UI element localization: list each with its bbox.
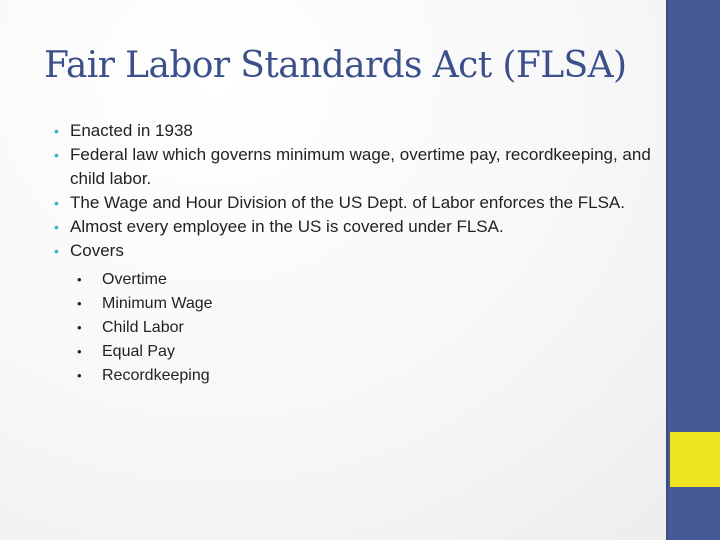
sub-bullet-item	[77, 340, 654, 364]
side-accent-block	[670, 432, 720, 487]
bullet-item	[54, 215, 654, 239]
bullet-dot-icon: •	[54, 243, 59, 259]
bullet-item	[54, 191, 654, 215]
bullet-item	[54, 119, 654, 143]
sub-bullet-dot-icon: •	[77, 296, 82, 311]
sub-bullet-item	[77, 364, 654, 388]
main-bullet-list	[54, 119, 654, 388]
sub-bullet-dot-icon: •	[77, 320, 82, 335]
sub-bullet-item	[77, 268, 654, 292]
bullet-text: Enacted in 1938	[70, 121, 193, 140]
bullet-text: Almost every employee in the US is covered under FLSA.	[70, 217, 504, 236]
sub-bullet-dot-icon: •	[77, 344, 82, 359]
sub-bullet-text: Child Labor	[102, 319, 184, 336]
bullet-dot-icon: •	[54, 123, 59, 139]
sub-bullet-text: Overtime	[102, 271, 167, 288]
bullet-text: Federal law which governs minimum wage, overtime pay, recordkeeping, and child labor.	[70, 145, 651, 188]
side-bar-edge	[666, 0, 668, 540]
sub-bullet-dot-icon: •	[77, 272, 82, 287]
bullet-dot-icon: •	[54, 219, 59, 235]
sub-bullet-dot-icon: •	[77, 368, 82, 383]
bullet-dot-icon: •	[54, 195, 59, 211]
covers-sub-list	[77, 268, 654, 388]
bullet-text: Covers	[70, 241, 124, 260]
bullet-item	[54, 143, 654, 191]
slide-title: Fair Labor Standards Act (FLSA)	[44, 45, 627, 86]
bullet-item	[54, 239, 654, 388]
bullet-text: The Wage and Hour Division of the US Dept. of Labor enforces the FLSA.	[70, 193, 625, 212]
sub-bullet-text: Minimum Wage	[102, 295, 213, 312]
sub-bullet-item	[77, 316, 654, 340]
sub-bullet-text: Recordkeeping	[102, 367, 210, 384]
bullet-dot-icon: •	[54, 147, 59, 163]
sub-bullet-item	[77, 292, 654, 316]
sub-bullet-text: Equal Pay	[102, 343, 175, 360]
